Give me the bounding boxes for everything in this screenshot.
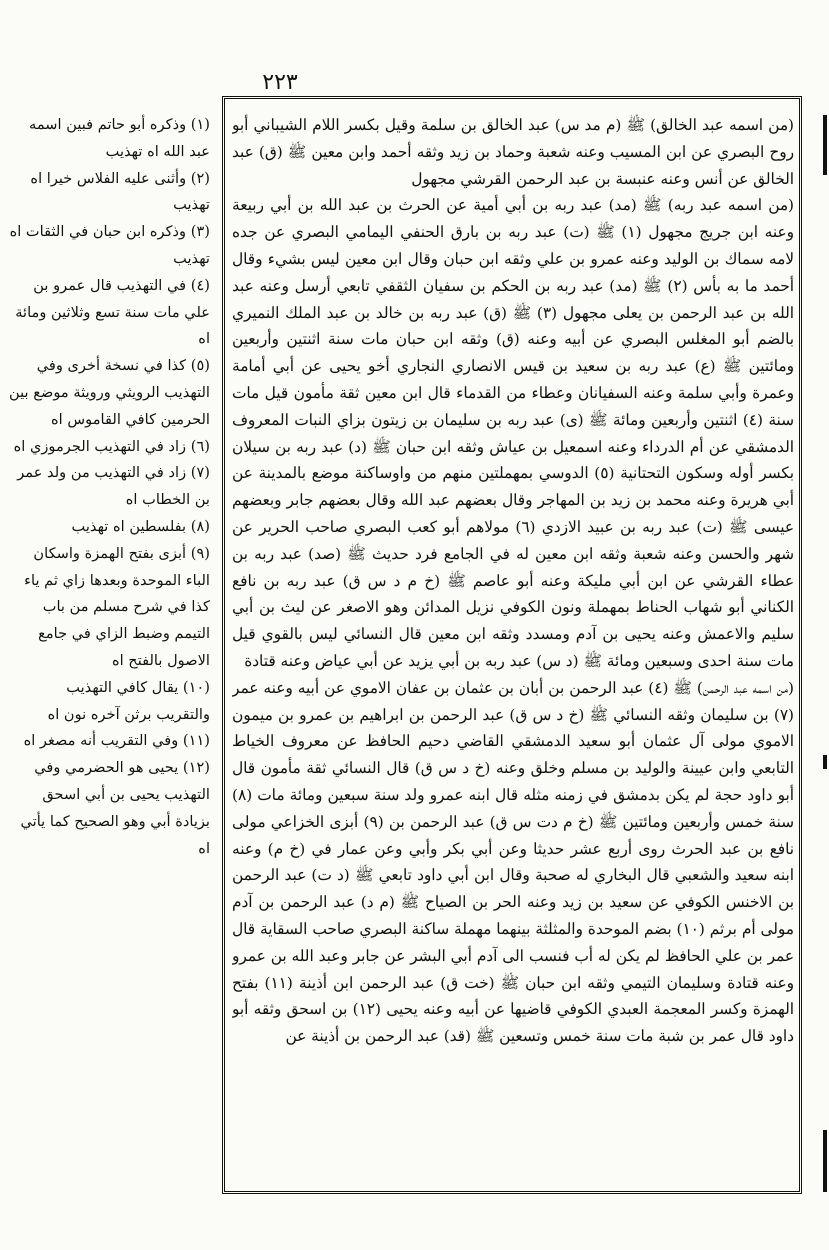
marginal-note: (٦) زاد في التهذيب الجرموزي اه: [13, 437, 210, 455]
page-number: ۲۲۳: [262, 70, 298, 95]
section-abd-al-rahman: (من اسمه عبد الرحمن) ﷺ (٤) عبد الرحمن بن أبان بن عثمان بن عفان الاموي عن أبيه وعنه عمر (٧) بن سليمان وثقه النسائي ﷺ (خ د س ق) عبد الرحمن بن ابراهيم بن عمرو بن ميمون الاموي مولى آل عثمان أبو سعيد الدمشقي القاضي دحيم الحافظ عن معروف الخياط التابعي وابن عيينة والوليد بن مسلم وخلق وعنه (خ د س ق) قال النسائي ثقة مأمون قال أبو داود حجة لم يكن بدمشق في زمنه مثله قال ابنه عمرو ولد سنة سبعين ومائة مات (٨) سنة خمس وأربعين ومائتين ﷺ (خ م دت س ق) عبد الرحمن بن (٩) أبزى الخزاعي مولى نافع بن عبد الحرث روى أربع عشر حديثا وعن أبي بكر وأبي وعن عمار في (خ م) وعنه ابنه سعيد والشعبي قال البخاري له صحبة وقال ابن أبي داود تابعي ﷺ (د ت) عبد الرحمن بن الاخنس الكوفي عن سعيد بن زيد وعنه الحر بن الصياح ﷺ (م د) عبد الرحمن بن آدم مولى أم برثم (١٠) بضم الموحدة والمثلثة بينهما مهملة ساكنة البصري صاحب السقاية قال عمر بن علي الحافظ لم يكن له أب فنسب الى آدم أبي البشر عن جابر وعبد الله بن عمرو وعنه قتادة وسليمان التيمي وثقه ابن حبان ﷺ (خت ق) عبد الرحمن ابن أذينة (١١) بفتح الهمزة وكسر المعجمة العبدي الكوفي قاضيها عن أبيه وعنه يحيى (١٢) بن اسحق وثقه أبو داود قال عمر بن شبة مات سنة خمس وتسعين ﷺ (قد) عبد الرحمن بن أذينة عن: [232, 678, 794, 1046]
marginal-note: (٢) وأثنى عليه الفلاس خيرا اه تهذيب: [30, 169, 210, 214]
marginal-note: (١) وذكره أبو حاتم فبين اسمه عبد الله اه تهذيب: [29, 116, 210, 160]
main-text-column: [232, 112, 794, 1182]
scan-edge-mark: [823, 755, 827, 769]
marginal-note: (١١) وفي التقريب أنه مصغر اه: [23, 732, 210, 750]
marginal-notes-column: [8, 112, 210, 1112]
marginal-note: (٤) في التهذيب قال عمرو بن علي مات سنة تسع وثلاثين ومائة اه: [15, 276, 210, 348]
scan-edge-mark: [823, 115, 827, 175]
marginal-note: (٣) وذكره ابن حبان في الثقات اه تهذيب: [9, 223, 210, 267]
marginal-note: (٥) كذا في نسخة أخرى وفي التهذيب الرويثي ورويثة موضع بين الحرمين كافي القاموس اه: [9, 357, 210, 428]
scan-edge-mark: [823, 1130, 827, 1192]
marginal-note: (٩) أبزى بفتح الهمزة واسكان الباء الموحدة وبعدها زاي ثم ياء كذا في شرح مسلم من باب التيمم وضبط الزاي في جامع الاصول بالفتح اه: [24, 544, 210, 669]
section-abd-al-khaliq: (من اسمه عبد الخالق) ﷺ (م مد س) عبد الخالق بن سلمة وقيل بكسر اللام الشيباني أبو روح البصري عن ابن المسيب وعنه شعبة وحماد بن زيد وثقه أحمد وابن معين ﷺ (ق) عبد الخالق عن أنس وعنه عنبسة بن عبد الرحمن القرشي مجهول: [232, 116, 794, 188]
marginal-note: (١٠) يقال كافي التهذيب والتقريب برثن آخره نون اه: [47, 678, 210, 723]
marginal-note: (٧) زاد في التهذيب من ولد عمر بن الخطاب اه: [17, 464, 210, 509]
section-abd-rabbih: (من اسمه عبد ربه) ﷺ (مد) عبد ربه بن أبي أمية عن الحرث بن عبد الله بن أبي ربيعة وعنه ابن جريج مجهول (١) ﷺ (ت) عبد ربه بن بارق الحنفي اليمامي البصري عن جده لامه سماك بن الوليد وعنه عمرو بن علي وثقه ابن حبان وقال ابن معين ليس بشيء وقال أحمد ما به بأس (٢) ﷺ (مد) عبد ربه بن الحكم بن سفيان الثقفي تابعي أرسل وعنه عبد الله بن عبد الرحمن بن يعلى مجهول (٣) ﷺ (ق) عبد ربه بن خالد بن عبد الملك النميري بالضم أبو المغلس البصري عن أبيه وعنه (ق) وثقه ابن حبان مات سنة اثنتين وأربعين ومائتين ﷺ (ع) عبد ربه بن سعيد بن قيس الانصاري النجاري أخو يحيى عن أبي أمامة وعمرة وأبي سلمة وعنه السفيانان وعطاء من القدماء قال ابن معين ثقة مأمون قيل مات سنة (٤) اثنتين وأربعين ومائة ﷺ (ى) عبد ربه بن سليمان بن زيتون بزاي النبات المعروف الدمشقي عن أم الدرداء وعنه اسمعيل بن عياش وثقه ابن حبان ﷺ (د) عبد ربه بن سيلان بكسر أوله وسكون التحتانية (٥) الدوسي بمهملتين منهم من واوساكنة موضع بالمدينة عن أبي هريرة وعنه محمد بن زيد بن المهاجر وقال بعضهم عبد الله وقال بعضهم جابر وبعضهم عيسى ﷺ (ت) عبد ربه بن عبيد الازدي (٦) مولاهم أبو كعب البصري صاحب الحرير عن شهر والحسن وعنه شعبة وثقه ابن معين له في الجامع فرد حديث ﷺ (صد) عبد ربه بن عطاء القرشي عن ابن أبي مليكة وعنه أبو عاصم ﷺ (خ م د س ق) عبد ربه بن نافع الكناني أبو شهاب الحناط بمهملة ونون الكوفي نزيل المدائن وهو الاصغر عن ليث بن أبي سليم والاعمش وعنه يحيى بن آدم ومسدد وثقه ابن معين قال النسائي ليس بالقوي قيل مات سنة احدى وسبعين ومائة ﷺ (د س) عبد ربه بن أبي يزيد عن أبي عياض وعنه قتادة: [232, 196, 794, 670]
marginal-note: (١٢) يحيى هو الحضرمي وفي التهذيب يحيى بن أبي اسحق بزيادة أبي وهو الصحيح كما يأتي اه: [20, 759, 210, 857]
marginal-note: (٨) بفلسطين اه تهذيب: [71, 517, 210, 535]
